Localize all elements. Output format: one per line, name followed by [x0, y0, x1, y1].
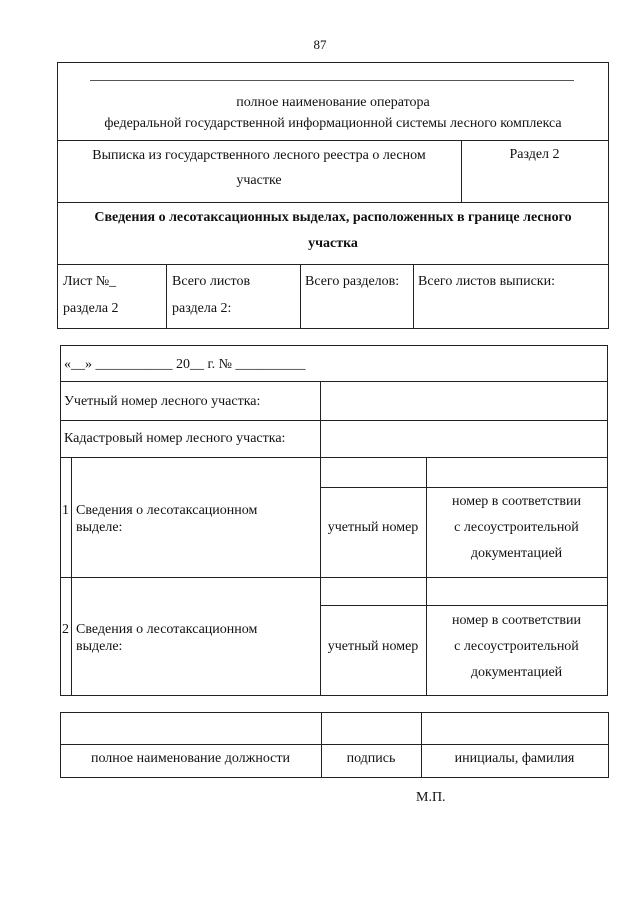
- forest-doc-number-line2: с лесоустроительной: [454, 520, 579, 535]
- account-number-col: учетный номер: [327, 639, 419, 654]
- total-sections: Всего разделов:: [305, 274, 400, 289]
- sheet-number-line1: Лист №_: [63, 274, 117, 289]
- date-number-line: «__» ___________ 20__ г. № __________: [64, 357, 306, 372]
- extract-title-line1: Выписка из государственного лесного реестра о лесном: [92, 148, 426, 163]
- position-label: полное наименование должности: [90, 751, 291, 766]
- row-label-line2: выделе:: [76, 520, 123, 535]
- operator-name-line2: федеральной государственной информационной системы лесного комплекса: [104, 116, 562, 131]
- page-number: 87: [313, 37, 327, 52]
- forest-doc-number-line3: документацией: [470, 546, 563, 561]
- row-index: 2: [62, 622, 69, 637]
- total-sheets-line2: раздела 2:: [172, 301, 232, 316]
- cadastral-number-label: Кадастровый номер лесного участка:: [64, 431, 286, 446]
- forest-doc-number-line1: номер в соответствии: [451, 494, 581, 509]
- section-label: Раздел 2: [509, 147, 560, 162]
- account-number-col: учетный номер: [327, 520, 419, 535]
- total-extract-sheets: Всего листов выписки:: [418, 274, 555, 289]
- forest-doc-number-line3: документацией: [470, 665, 563, 680]
- stamp-label: М.П.: [416, 790, 446, 805]
- signature-label: подпись: [346, 751, 396, 766]
- extract-title-line2: участке: [236, 173, 282, 188]
- row-label-line1: Сведения о лесотаксационном: [76, 622, 258, 637]
- info-title-line1: Сведения о лесотаксационных выделах, расположенных в границе лесного: [94, 210, 572, 225]
- operator-name-line1: полное наименование оператора: [236, 95, 430, 110]
- account-number-label: Учетный номер лесного участка:: [64, 394, 261, 409]
- row-label-line1: Сведения о лесотаксационном: [76, 503, 258, 518]
- name-label: инициалы, фамилия: [454, 751, 575, 766]
- forest-doc-number-line1: номер в соответствии: [451, 613, 581, 628]
- total-sheets-line1: Всего листов: [172, 274, 251, 289]
- row-index: 1: [62, 503, 69, 518]
- row-label-line2: выделе:: [76, 639, 123, 654]
- info-title-line2: участка: [308, 236, 358, 251]
- sheet-number-line2: раздела 2: [63, 301, 119, 316]
- forest-doc-number-line2: с лесоустроительной: [454, 639, 579, 654]
